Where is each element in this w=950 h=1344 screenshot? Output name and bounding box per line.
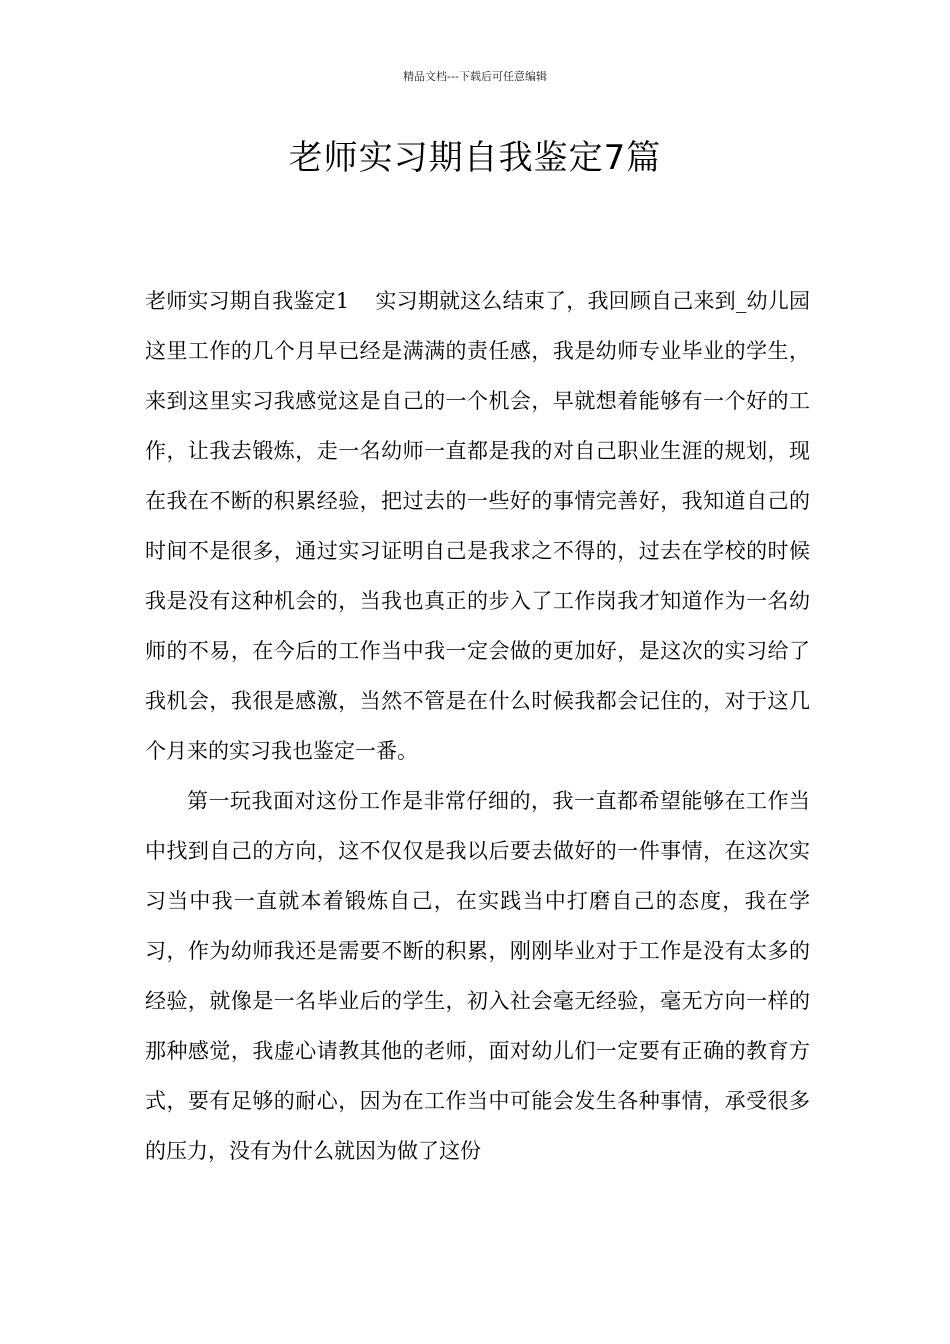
paragraph-2: 第一玩我面对这份工作是非常仔细的，我一直都希望能够在工作当中找到自己的方向，这不仅仅是我以后要去做好的一件事情，在这次实习当中我一直就本着锻炼自己，在实践当中打磨自己的态度，我在学习，作为幼师我还是需要不断的积累，刚刚毕业对于工作是没有太多的经验，就像是一名毕业后的学生，初入社会毫无经验，毫无方向一样的那种感觉，我虚心请教其他的老师，面对幼儿们一定要有正确的教育方式，要有足够的耐心，因为在工作当中可能会发生各种事情，承受很多的压力，没有为什么就因为做了这份 — [145, 789, 810, 1163]
paragraph-1-text: 实习期就这么结束了，我回顾自己来到_幼儿园这里工作的几个月早已经是满满的责任感，我是幼师专业毕业的学生，来到这里实习我感觉这是自己的一个机会，早就想着能够有一个好的工作，让我去锻炼，走一名幼师一直都是我的对自己职业生涯的规划，现在我在不断的积累经验，把过去的一些好的事情完善好，我知道自己的时间不是很多，通过实习证明自己是我求之不得的，过去在学校的时候我是没有这种机会的，当我也真正的步入了工作岗我才知道作为一名幼师的不易，在今后的工作当中我一定会做的更加好，是这次的实习给了我机会，我很是感激，当然不管是在什么时候我都会记住的，对于这几个月来的实习我也鉴定一番。 — [145, 289, 810, 763]
document-body — [145, 276, 810, 1176]
document-title: 老师实习期自我鉴定7篇 — [288, 138, 662, 178]
paragraph-1 — [145, 276, 810, 776]
section-label: 老师实习期自我鉴定1 — [145, 289, 350, 313]
header-note: 精品文档---下载后可任意编辑 — [403, 70, 547, 83]
